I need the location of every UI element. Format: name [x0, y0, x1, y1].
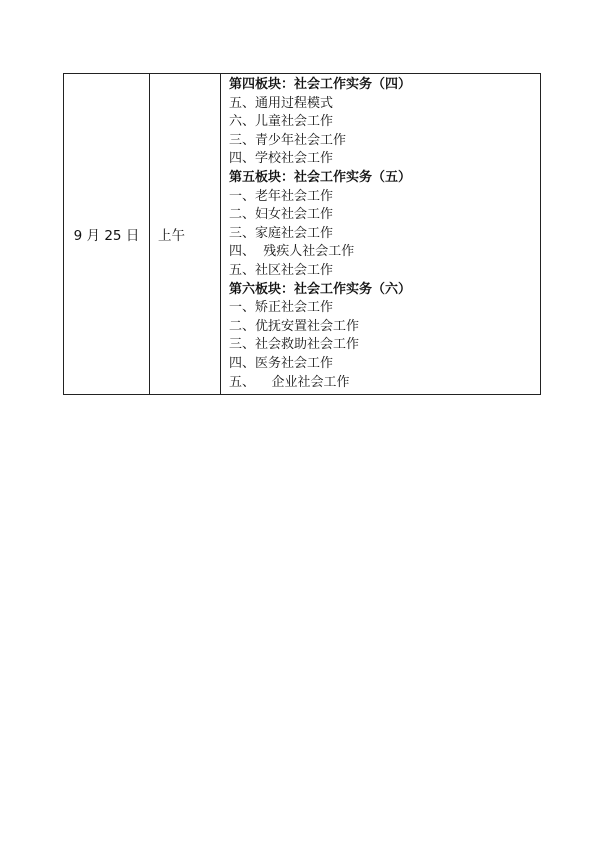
block-4-item: 五、通用过程模式	[229, 95, 334, 111]
block-6-item: 一、矫正社会工作	[229, 300, 334, 316]
block-4-item: 三、青少年社会工作	[229, 132, 347, 148]
block-5-item: 四、 残疾人社会工作	[229, 244, 355, 260]
block-4-item: 六、儿童社会工作	[229, 114, 334, 130]
block-5-item: 三、家庭社会工作	[229, 225, 334, 241]
block-6-item: 二、优抚安置社会工作	[229, 318, 360, 334]
block-5-item: 五、社区社会工作	[229, 262, 334, 278]
block-6-item: 五、 企业社会工作	[229, 374, 350, 390]
time-text: 上午	[158, 228, 185, 245]
block-6-item: 四、医务社会工作	[229, 355, 334, 371]
block-5-item: 一、老年社会工作	[229, 188, 334, 204]
block-4-item: 四、学校社会工作	[229, 151, 334, 167]
block-6-item: 三、社会救助社会工作	[229, 337, 360, 353]
date-text: 9 月 25 日	[73, 228, 140, 245]
block-6-title: 第六板块：社会工作实务（六）	[229, 281, 412, 297]
date-cell	[64, 74, 150, 395]
schedule-table	[63, 73, 541, 395]
schedule-row	[64, 74, 541, 395]
block-5-title: 第五板块：社会工作实务（五）	[229, 169, 412, 185]
block-5-item: 二、妇女社会工作	[229, 207, 334, 223]
time-cell	[150, 74, 221, 395]
content-cell	[221, 74, 541, 395]
block-4-title: 第四板块：社会工作实务（四）	[229, 77, 412, 92]
